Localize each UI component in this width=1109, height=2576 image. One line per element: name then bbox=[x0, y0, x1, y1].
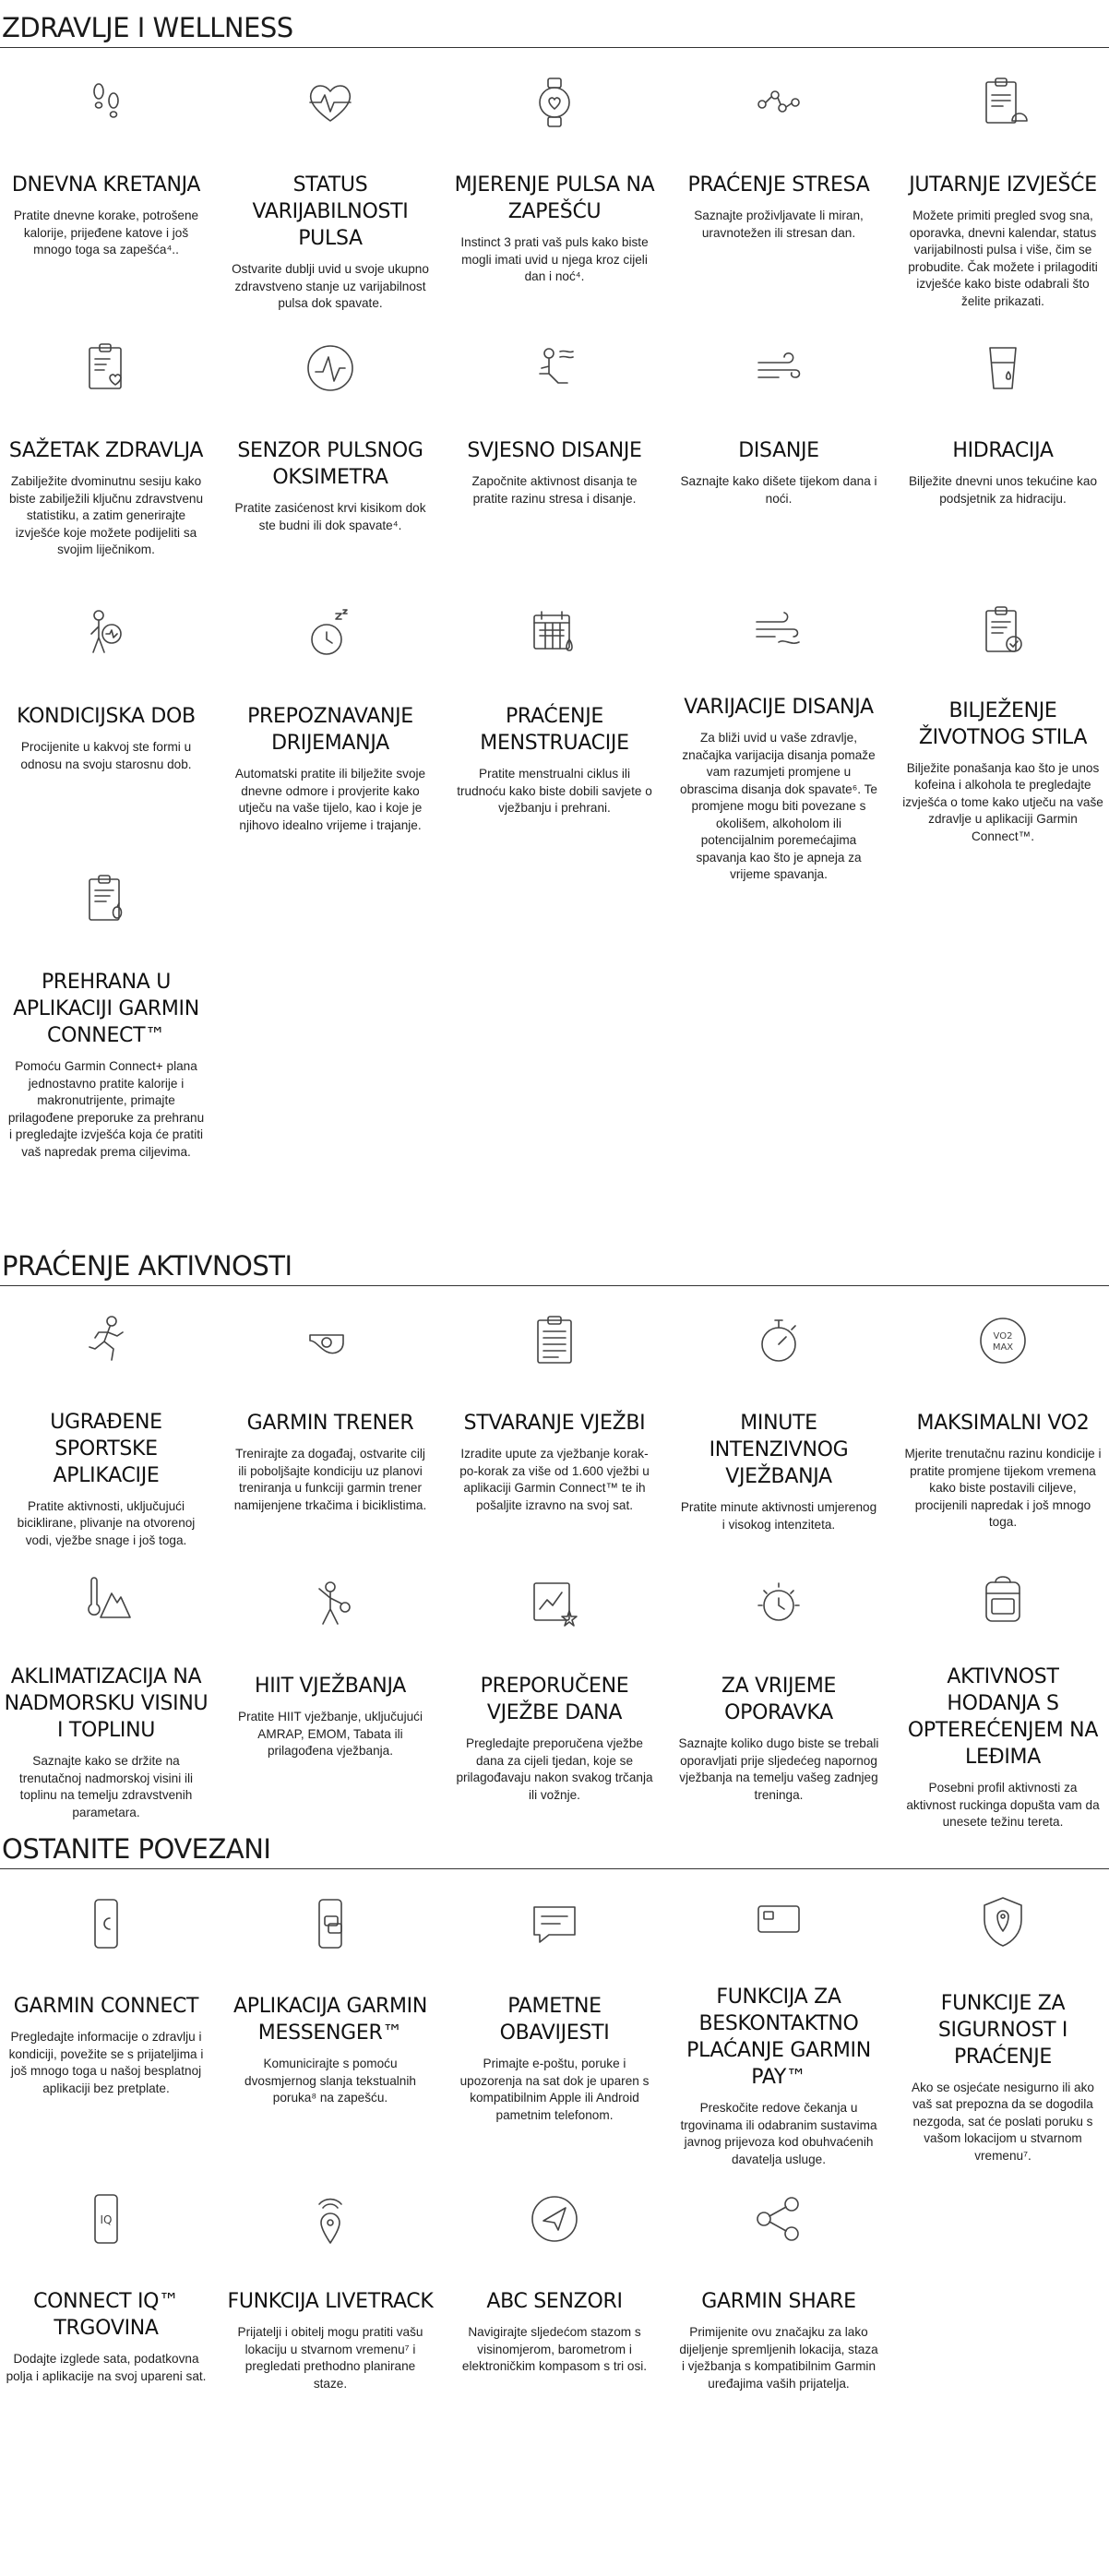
feature-title: DISANJE bbox=[738, 439, 819, 462]
feature-description: Saznajte kako dišete tijekom dana i noći. bbox=[680, 474, 877, 506]
feature-description: Trenirajte za događaj, ostvarite cilj ili poboljšajte kondiciju uz planovi treniranja u funkciji garmin trener namijenjene trkačima i biciklistima. bbox=[233, 1447, 427, 1512]
feature-title: PREHRANA U APLIKACIJI GARMIN CONNECT™ bbox=[13, 971, 199, 1047]
phone-chat-icon bbox=[298, 1891, 363, 1956]
feature-item bbox=[673, 579, 885, 881]
feature-title: FUNKCIJA LIVETRACK bbox=[227, 2290, 434, 2313]
whistle-icon bbox=[298, 1308, 363, 1373]
breath-variation-icon bbox=[746, 602, 811, 657]
feature-title: MAKSIMALNI VO2 bbox=[916, 1412, 1090, 1435]
feature-item bbox=[448, 2165, 661, 2460]
feature-item bbox=[224, 48, 436, 314]
feature-description: Ostvarite dublji uvid u svoje ukupno zdravstveno stanje uz varijabilnost pulsa dok spavate. bbox=[232, 262, 429, 310]
clipboard-check-icon bbox=[971, 602, 1035, 661]
section-title: OSTANITE POVEZANI bbox=[0, 1821, 1109, 1869]
feature-item bbox=[673, 1549, 885, 1812]
feature-item bbox=[897, 1549, 1109, 1829]
fitness-age-icon bbox=[74, 602, 138, 666]
feature-description: Dodajte izglede sata, podatkovna polja i aplikacije na svoj upareni sat. bbox=[6, 2352, 207, 2383]
feature-description: Preskočite redove čekanja u trgovinama ili odabranim sustavima javnog prijevoza kod obuhvaćenih davatelja usluge. bbox=[680, 2101, 877, 2166]
feature-title: FUNKCIJA ZA BESKONTAKTNO PLAĆANJE GARMIN PAY™ bbox=[686, 1986, 871, 2089]
stopwatch-icon bbox=[746, 1308, 811, 1373]
shield-pin-icon bbox=[971, 1891, 1035, 1953]
section-title: ZDRAVLJE I WELLNESS bbox=[0, 0, 1109, 48]
feature-description: Pomoću Garmin Connect+ plana jednostavno pratite kalorije i makronutrijente, primajte prilagođene preporuke za prehranu i pregledajte izvješća koja će pratiti vaš napredak prema ciljevima. bbox=[7, 1059, 205, 1159]
stress-nodes-icon bbox=[746, 70, 811, 135]
feature-title: MJERENJE PULSA NA ZAPEŠĆU bbox=[454, 173, 655, 223]
feature-description: Procijenite u kakvoj ste formi u odnosu na svoju starosnu dob. bbox=[20, 740, 192, 771]
feature-item bbox=[224, 1286, 436, 1549]
feature-item bbox=[448, 1549, 661, 1812]
feature-description: Primijenite ovu značajku za lako dijeljenje spremljenih lokacija, staza i vježbanja s kompatibilnim Garmin uređajima vaših prijatelja. bbox=[679, 2325, 878, 2391]
feature-description: Automatski pratite ili bilježite svoje dnevne odmore i provjerite kako utječu na vaše tijelo, kao i koje je njihovo idealno vrijeme i trajanje. bbox=[234, 767, 426, 832]
feature-title: AKTIVNOST HODANJA S OPTEREĆENJEM NA LEĐIMA bbox=[907, 1665, 1099, 1769]
feature-item bbox=[224, 1869, 436, 2165]
feature-title: FUNKCIJE ZA SIGURNOST I PRAĆENJE bbox=[937, 1991, 1068, 2069]
vo2max-icon bbox=[971, 1308, 1035, 1373]
feature-item bbox=[673, 2165, 885, 2460]
feature-title: PAMETNE OBAVIJESTI bbox=[499, 1995, 610, 2045]
feature-item bbox=[224, 314, 436, 579]
breathing-person-icon bbox=[522, 336, 587, 400]
feature-grid bbox=[0, 48, 1109, 1183]
feature-item bbox=[673, 1286, 885, 1549]
feature-item bbox=[224, 1549, 436, 1812]
feature-title: MINUTE INTENZIVNOG VJEŽBANJA bbox=[709, 1412, 849, 1488]
clipboard-heart-icon bbox=[74, 336, 138, 400]
feature-item bbox=[897, 1286, 1109, 1549]
feature-description: Započnite aktivnost disanja te pratite razinu stresa i disanje. bbox=[471, 474, 638, 506]
feature-title: HIIT VJEŽBANJA bbox=[254, 1675, 406, 1698]
feature-description: Pratite zasićenost krvi kisikom dok ste budni ili dok spavate⁴. bbox=[234, 501, 426, 532]
feature-item bbox=[0, 1549, 212, 1819]
feature-title: ZA VRIJEME OPORAVKA bbox=[721, 1675, 837, 1724]
feature-description: Mjerite trenutačnu razinu kondicije i pratite promjene tijekom vremena kako biste postavili ciljeve, procijenili napredak i još mnogo toga. bbox=[904, 1447, 1102, 1529]
feature-item bbox=[0, 579, 212, 845]
feature-title: VARIJACIJE DISANJA bbox=[684, 696, 874, 719]
feature-title: ABC SENZORI bbox=[486, 2290, 623, 2313]
feature-item bbox=[448, 1286, 661, 1549]
feature-description: Zabilježite dvominutnu sesiju kako biste zabilježili ključnu zdravstvenu statistiku, a zatim generirajte izvješće koje možete podijeliti sa svojim liječnikom. bbox=[8, 474, 204, 556]
feature-description: Pratite HIIT vježbanje, uključujući AMRAP, EMOM, Tabata ili prilagođena vježbanja. bbox=[238, 1710, 423, 1758]
feature-item bbox=[897, 1869, 1109, 2165]
feature-description: Instinct 3 prati vaš puls kako biste mogli imati uvid u njega kroz cijeli dan i noć⁴. bbox=[460, 235, 649, 283]
clipboard-apple-icon bbox=[74, 867, 138, 932]
feature-title: DNEVNA KRETANJA bbox=[11, 173, 201, 197]
feature-description: Saznajte kako se držite na trenutačnoj nadmorskoj visini ili toplinu na temelju zdravstvenih parametara. bbox=[18, 1754, 194, 1819]
feature-item bbox=[897, 314, 1109, 579]
feature-description: Pratite menstrualni ciklus ili trudnoću kako biste dobili savjete o vježbanju i prehrani. bbox=[457, 767, 652, 815]
feature-description: Za bliži uvid u vaše zdravlje, značajka varijacija disanja pomaže vam razumjeti promjene u obrascima disanja dok spavate⁶. Te promjene mogu biti povezane s okolišem, alkoholom ili potencijalnim poremećajima spavanja kao što je apneja za vrijeme spavanja. bbox=[680, 731, 877, 881]
feature-title: CONNECT IQ™ TRGOVINA bbox=[33, 2290, 179, 2340]
card-icon bbox=[746, 1891, 811, 1947]
feature-title: GARMIN TRENER bbox=[246, 1412, 414, 1435]
feature-item bbox=[224, 2165, 436, 2460]
feature-description: Pratite dnevne korake, potrošene kalorije, prijeđene katove i još mnogo toga sa zapešća⁴.. bbox=[13, 209, 199, 256]
feature-description: Bilježite ponašanja kao što je unos kofeina i alkohola te pregledajte izvješća o tome kako utječu na vaše zdravlje u aplikaciji Garmin Connect™. bbox=[902, 760, 1103, 843]
compass-arrow-icon bbox=[522, 2187, 587, 2251]
feature-title: PRAĆENJE MENSTRUACIJE bbox=[480, 705, 629, 755]
calendar-drop-icon bbox=[522, 602, 587, 666]
feature-item bbox=[224, 579, 436, 845]
feature-title: HIDRACIJA bbox=[952, 439, 1054, 462]
hiit-figure-icon bbox=[298, 1571, 363, 1636]
feature-description: Pratite minute aktivnosti umjerenog i visokog intenziteta. bbox=[680, 1500, 877, 1532]
feature-item bbox=[448, 48, 661, 314]
feature-title: PRAĆENJE STRESA bbox=[687, 173, 870, 197]
feature-title: SENZOR PULSNOG OKSIMETRA bbox=[237, 439, 423, 489]
share-icon bbox=[746, 2187, 811, 2251]
water-glass-icon bbox=[971, 336, 1035, 400]
feature-item bbox=[673, 1869, 885, 2165]
section-title: PRAĆENJE AKTIVNOSTI bbox=[0, 1238, 1109, 1286]
feature-item bbox=[897, 579, 1109, 845]
feature-title: KONDICIJSKA DOB bbox=[17, 705, 196, 728]
section-stay-connected bbox=[0, 1821, 1109, 2460]
chart-star-icon bbox=[522, 1571, 587, 1636]
feature-item bbox=[0, 314, 212, 579]
nap-clock-icon bbox=[298, 602, 363, 666]
footprints-icon bbox=[74, 70, 138, 135]
feature-description: Saznajte proživljavate li miran, uravnotežen ili stresan dan. bbox=[694, 209, 864, 240]
section-activity-tracking bbox=[0, 1238, 1109, 1829]
feature-description: Možete primiti pregled svog sna, oporavka, dnevni kalendar, status varijabilnosti pulsa i više, čim se probudite. Čak možete i prilagoditi izvješće kako biste odabrali što želite prikazati. bbox=[908, 209, 1098, 308]
feature-item bbox=[0, 48, 212, 314]
phone-c-icon bbox=[74, 1891, 138, 1956]
feature-title: BILJEŽENJE ŽIVOTNOG STILA bbox=[918, 698, 1088, 749]
svg-text:VO2: VO2 bbox=[993, 1331, 1013, 1342]
feature-title: STVARANJE VJEŽBI bbox=[463, 1412, 646, 1435]
backpack-icon bbox=[971, 1571, 1035, 1627]
feature-grid bbox=[0, 1869, 1109, 2460]
feature-title: PREPORUČENE VJEŽBE DANA bbox=[480, 1675, 629, 1724]
svg-text:IQ: IQ bbox=[100, 2213, 113, 2226]
feature-item bbox=[448, 579, 661, 845]
message-icon bbox=[522, 1891, 587, 1956]
feature-item bbox=[673, 314, 885, 579]
feature-title: STATUS VARIJABILNOSTI PULSA bbox=[252, 173, 409, 250]
feature-title: AKLIMATIZACIJA NA NADMORSKU VISINU I TOPLINU bbox=[4, 1665, 209, 1742]
feature-description: Bilježite dnevni unos tekućine kao podsjetnik za hidraciju. bbox=[908, 474, 1098, 506]
feature-title: JUTARNJE IZVJEŠĆE bbox=[909, 173, 1097, 197]
feature-description: Pratite aktivnosti, uključujući biciklirane, plivanje na otvorenoj vodi, vježbe snage i još toga. bbox=[17, 1498, 196, 1547]
watch-heart-icon bbox=[522, 70, 587, 135]
feature-description: Navigirajte sljedećom stazom s visinomjerom, barometrom i elektroničkim kompasom s tri osi. bbox=[461, 2325, 648, 2373]
feature-item bbox=[897, 48, 1109, 314]
clipboard-list-icon bbox=[522, 1308, 587, 1373]
feature-title: GARMIN CONNECT bbox=[13, 1995, 199, 2018]
feature-item bbox=[673, 48, 885, 314]
thermometer-mountain-icon bbox=[74, 1571, 138, 1627]
phone-iq-icon bbox=[74, 2187, 138, 2251]
feature-description: Prijatelji i obitelj mogu pratiti vašu lokaciju u stvarnom vremenu⁷ i pregledati prethodno planirane staze. bbox=[237, 2325, 423, 2391]
feature-description: Pregledajte informacije o zdravlju i kondiciji, povežite se s prijateljima i još mnogo toga u našoj besplatnoj aplikaciji bez pretplate. bbox=[8, 2030, 204, 2095]
svg-text:MAX: MAX bbox=[992, 1342, 1014, 1353]
feature-title: PREPOZNAVANJE DRIJEMANJA bbox=[247, 705, 413, 755]
pulse-ox-icon bbox=[298, 336, 363, 400]
feature-description: Pregledajte preporučena vježbe dana za cijeli tjedan, koje se prilagođavaju nakon svakog trčanja ili vožnje. bbox=[456, 1736, 653, 1802]
feature-description: Ako se osjećate nesigurno ili ako vaš sat prepozna da se dogodila nezgoda, sat će poslati poruku s vašom lokacijom u stvarnom vremenu⁷. bbox=[912, 2080, 1094, 2163]
livetrack-pin-icon bbox=[298, 2187, 363, 2251]
heart-wave-icon bbox=[298, 70, 363, 135]
feature-grid bbox=[0, 1286, 1109, 1829]
feature-description: Primajte e-poštu, poruke i upozorenja na sat dok je uparen s kompatibilnim Apple ili Android pametnim telefonom. bbox=[459, 2057, 650, 2122]
runner-icon bbox=[74, 1308, 138, 1372]
wind-icon bbox=[746, 336, 811, 400]
feature-title: SVJESNO DISANJE bbox=[467, 439, 642, 462]
recovery-sun-icon bbox=[746, 1571, 811, 1636]
feature-description: Komunicirajte s pomoću dvosmjernog slanja tekstualnih poruka⁸ na zapešću. bbox=[244, 2057, 416, 2105]
clipboard-sun-icon bbox=[971, 70, 1035, 135]
feature-item bbox=[0, 1286, 212, 1549]
feature-item bbox=[0, 2165, 212, 2460]
feature-description: Izradite upute za vježbanje korak-po-korak za više od 1.600 vježbi u aplikaciji Garmin Connect™ te ih pošaljite izravno na svoj sat. bbox=[459, 1447, 650, 1512]
section-health-wellness bbox=[0, 0, 1109, 1183]
feature-item bbox=[0, 1869, 212, 2165]
feature-description: Saznajte koliko dugo biste se trebali oporavljati prije sljedećeg napornog vježbanja na temelju vašeg zadnjeg treninga. bbox=[678, 1736, 879, 1802]
feature-title: APLIKACIJA GARMIN MESSENGER™ bbox=[233, 1995, 427, 2045]
feature-item bbox=[448, 1869, 661, 2165]
feature-description: Posebni profil aktivnosti za aktivnost ruckinga dopušta vam da unesete težinu tereta. bbox=[906, 1781, 1100, 1829]
feature-title: UGRAĐENE SPORTSKE APLIKACIJE bbox=[50, 1410, 162, 1487]
feature-item bbox=[0, 845, 212, 1183]
feature-title: GARMIN SHARE bbox=[701, 2290, 856, 2313]
feature-item bbox=[448, 314, 661, 579]
feature-title: SAŽETAK ZDRAVLJA bbox=[8, 439, 204, 462]
